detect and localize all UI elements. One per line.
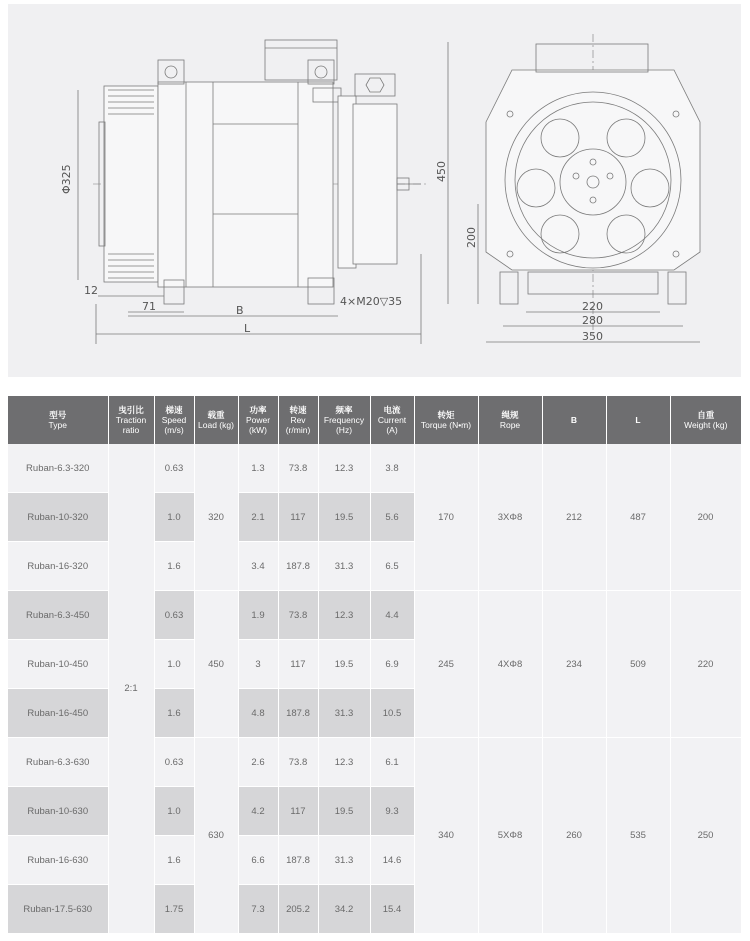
- cell-current: 6.5: [370, 542, 414, 591]
- cell-rope: 4XΦ8: [478, 591, 542, 738]
- cell-load: 450: [194, 591, 238, 738]
- cell-rope: 5XΦ8: [478, 738, 542, 934]
- cell-rev: 73.8: [278, 444, 318, 493]
- cell-rev: 73.8: [278, 591, 318, 640]
- column-header: [370, 396, 414, 444]
- column-header-en: Type: [48, 420, 67, 430]
- cell-speed: 1.0: [154, 787, 194, 836]
- cell-frequency: 12.3: [318, 591, 370, 640]
- cell-power: 3.4: [238, 542, 278, 591]
- cell-weight: 200: [670, 444, 741, 591]
- dim-l: L: [244, 322, 251, 335]
- cell-current: 6.1: [370, 738, 414, 787]
- cell-speed: 0.63: [154, 738, 194, 787]
- column-header-en: Torque (N•m): [420, 420, 472, 430]
- cell-rope: 3XΦ8: [478, 444, 542, 591]
- cell-frequency: 12.3: [318, 444, 370, 493]
- column-header: [414, 396, 478, 444]
- cell-type: Ruban-6.3-450: [8, 591, 108, 640]
- cell-rev: 187.8: [278, 542, 318, 591]
- column-header-en: Rope: [499, 420, 521, 430]
- column-header: [194, 396, 238, 444]
- cell-power: 3: [238, 640, 278, 689]
- dim-b: B: [236, 304, 244, 317]
- cell-power: 2.6: [238, 738, 278, 787]
- column-header-en: Current (A): [377, 415, 407, 435]
- column-header: [542, 396, 606, 444]
- dim-200: 200: [465, 227, 478, 248]
- cell-type: Ruban-17.5-630: [8, 885, 108, 934]
- cell-current: 10.5: [370, 689, 414, 738]
- cell-power: 1.3: [238, 444, 278, 493]
- cell-current: 15.4: [370, 885, 414, 934]
- column-header-zh: 功率: [249, 405, 267, 415]
- cell-power: 4.8: [238, 689, 278, 738]
- cell-torque: 340: [414, 738, 478, 934]
- column-header-en: Weight (kg): [684, 420, 728, 430]
- cell-speed: 1.6: [154, 542, 194, 591]
- column-header: [8, 396, 108, 444]
- motor-drawing: [8, 4, 741, 377]
- column-header-zh: 载重: [207, 410, 225, 420]
- dim-71: 71: [142, 300, 156, 313]
- cell-rev: 117: [278, 640, 318, 689]
- cell-speed: 0.63: [154, 444, 194, 493]
- cell-frequency: 19.5: [318, 787, 370, 836]
- spec-table: [8, 396, 742, 934]
- cell-speed: 1.6: [154, 836, 194, 885]
- dim-350: 350: [582, 330, 603, 343]
- cell-frequency: 31.3: [318, 542, 370, 591]
- cell-l: 487: [606, 444, 670, 591]
- column-header: [278, 396, 318, 444]
- dim-12: 12: [84, 284, 98, 297]
- column-header-en: Traction ratio: [115, 415, 147, 435]
- cell-torque: 170: [414, 444, 478, 591]
- column-header-en: Load (kg): [198, 420, 234, 430]
- cell-frequency: 34.2: [318, 885, 370, 934]
- dim-thread: 4×M20▽35: [340, 295, 403, 308]
- technical-drawing-panel: [8, 4, 741, 377]
- cell-torque: 245: [414, 591, 478, 738]
- dim-280: 280: [582, 314, 603, 327]
- cell-frequency: 12.3: [318, 738, 370, 787]
- cell-type: Ruban-10-630: [8, 787, 108, 836]
- column-header: [318, 396, 370, 444]
- column-header-en: Speed (m/s): [161, 415, 187, 435]
- column-header-en: Rev (r/min): [285, 415, 311, 435]
- cell-power: 1.9: [238, 591, 278, 640]
- dim-220: 220: [582, 300, 603, 313]
- cell-power: 2.1: [238, 493, 278, 542]
- cell-frequency: 19.5: [318, 493, 370, 542]
- cell-l: 509: [606, 591, 670, 738]
- column-header-zh: 转矩: [437, 410, 455, 420]
- cell-weight: 220: [670, 591, 741, 738]
- column-header-zh: 型号: [49, 410, 67, 420]
- cell-current: 9.3: [370, 787, 414, 836]
- column-header-en: B: [570, 415, 578, 425]
- column-header: [670, 396, 741, 444]
- cell-type: Ruban-6.3-630: [8, 738, 108, 787]
- cell-power: 7.3: [238, 885, 278, 934]
- cell-type: Ruban-16-450: [8, 689, 108, 738]
- cell-load: 320: [194, 444, 238, 591]
- cell-b: 234: [542, 591, 606, 738]
- cell-rev: 73.8: [278, 738, 318, 787]
- dim-450: 450: [435, 161, 448, 182]
- cell-speed: 1.75: [154, 885, 194, 934]
- column-header: [154, 396, 194, 444]
- front-view: [448, 34, 700, 342]
- cell-frequency: 31.3: [318, 836, 370, 885]
- column-header-zh: 自重: [697, 410, 715, 420]
- column-header-zh: 频率: [335, 405, 353, 415]
- cell-type: Ruban-16-320: [8, 542, 108, 591]
- cell-rev: 205.2: [278, 885, 318, 934]
- cell-rev: 117: [278, 787, 318, 836]
- cell-l: 535: [606, 738, 670, 934]
- cell-speed: 1.6: [154, 689, 194, 738]
- cell-speed: 1.0: [154, 493, 194, 542]
- cell-type: Ruban-10-320: [8, 493, 108, 542]
- column-header-en: L: [635, 415, 641, 425]
- cell-rev: 187.8: [278, 836, 318, 885]
- cell-rev: 187.8: [278, 689, 318, 738]
- cell-speed: 0.63: [154, 591, 194, 640]
- column-header: [108, 396, 154, 444]
- column-header-zh: 电流: [383, 405, 401, 415]
- column-header: [478, 396, 542, 444]
- column-header-zh: 曳引比: [118, 405, 144, 415]
- cell-rev: 117: [278, 493, 318, 542]
- column-header-zh: 转速: [289, 405, 307, 415]
- column-header: [238, 396, 278, 444]
- cell-load: 630: [194, 738, 238, 934]
- table-header-row: [8, 396, 741, 444]
- cell-b: 212: [542, 444, 606, 591]
- cell-frequency: 31.3: [318, 689, 370, 738]
- cell-current: 14.6: [370, 836, 414, 885]
- column-header-en: Frequency (Hz): [323, 415, 365, 435]
- cell-current: 4.4: [370, 591, 414, 640]
- cell-ratio: 2:1: [108, 444, 154, 934]
- cell-b: 260: [542, 738, 606, 934]
- cell-type: Ruban-10-450: [8, 640, 108, 689]
- cell-power: 4.2: [238, 787, 278, 836]
- column-header: [606, 396, 670, 444]
- cell-current: 5.6: [370, 493, 414, 542]
- cell-current: 6.9: [370, 640, 414, 689]
- cell-current: 3.8: [370, 444, 414, 493]
- cell-type: Ruban-16-630: [8, 836, 108, 885]
- column-header-zh: 绳规: [501, 410, 519, 420]
- table-body: [8, 444, 741, 934]
- cell-frequency: 19.5: [318, 640, 370, 689]
- column-header-zh: 梯速: [165, 405, 183, 415]
- column-header-en: Power (kW): [245, 415, 271, 435]
- dim-diameter: Φ325: [60, 164, 73, 194]
- cell-speed: 1.0: [154, 640, 194, 689]
- cell-type: Ruban-6.3-320: [8, 444, 108, 493]
- cell-power: 6.6: [238, 836, 278, 885]
- cell-weight: 250: [670, 738, 741, 934]
- table-row: [8, 444, 741, 493]
